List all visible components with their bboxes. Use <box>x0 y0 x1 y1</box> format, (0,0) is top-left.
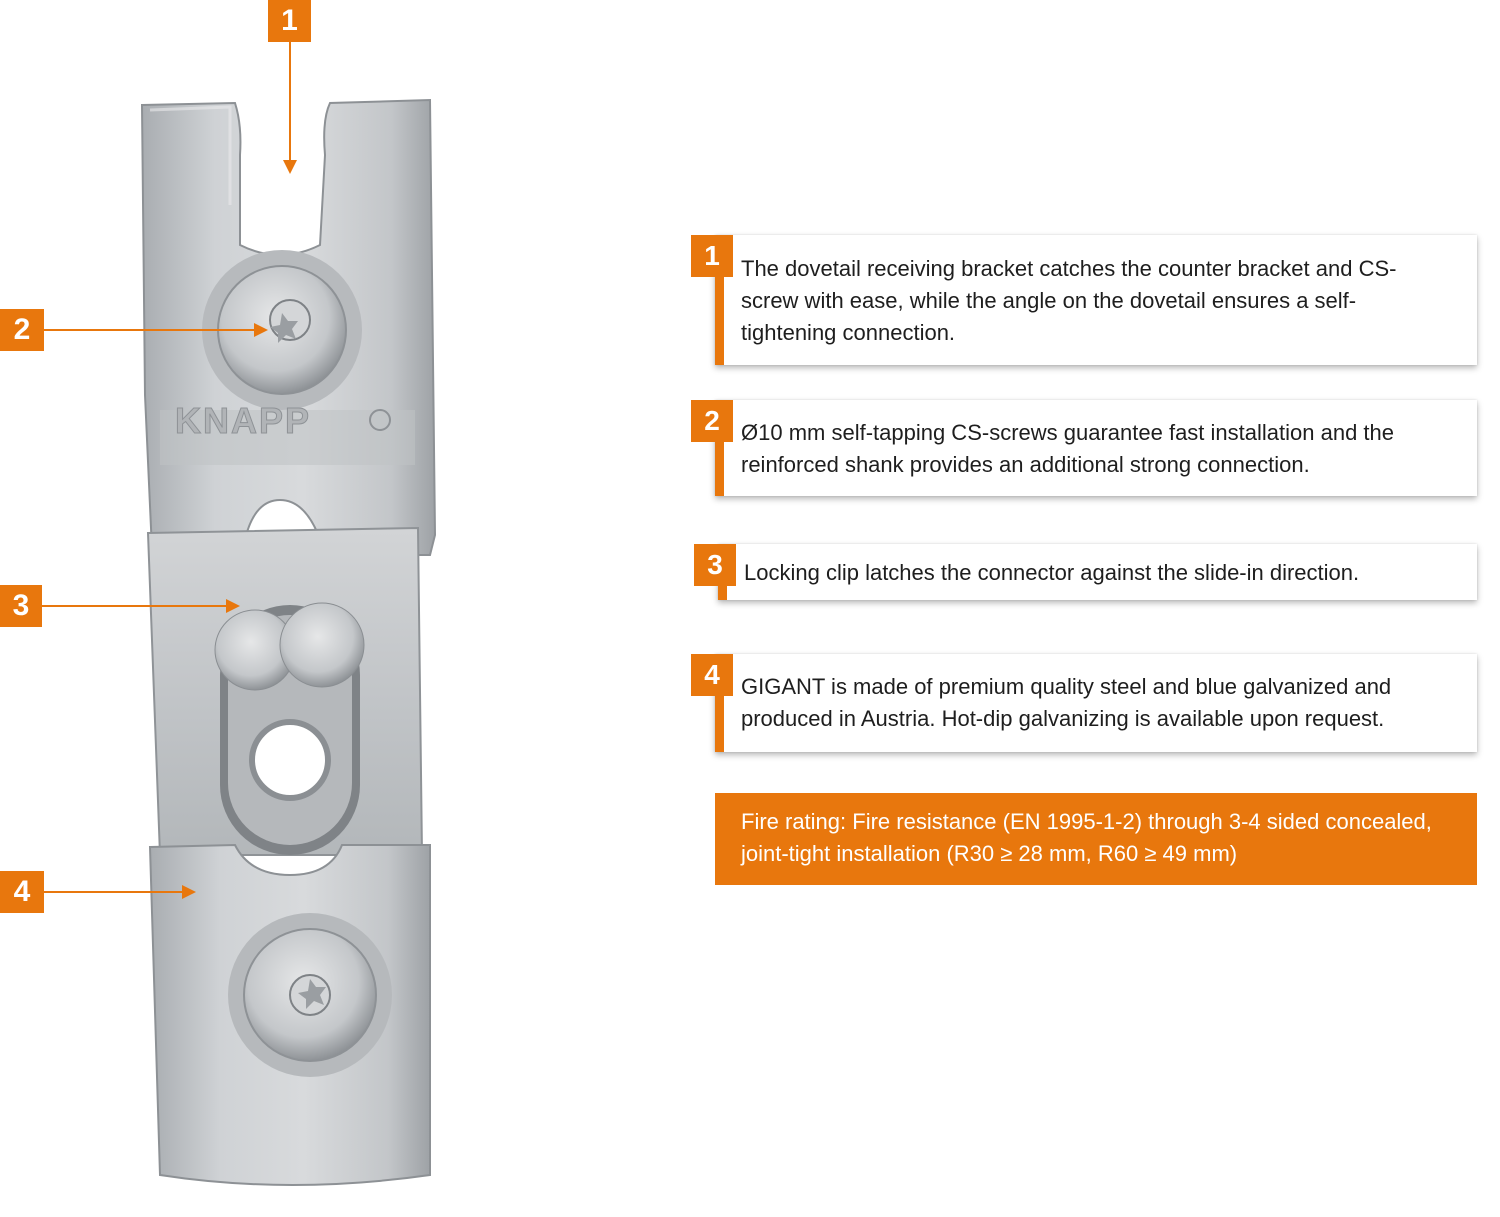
feature-text-3: Locking clip latches the connector against the slide-in direction. <box>744 560 1360 585</box>
feature-card-4 <box>704 654 1477 752</box>
feature-text-1: The dovetail receiving bracket catches the counter bracket and CS-screw with ease, while the angle on the dovetail ensures a self-tightening connection. <box>741 256 1397 345</box>
brand-mark: KNAPP <box>175 400 312 441</box>
feature-text-2: Ø10 mm self-tapping CS-screws guarantee fast installation and the reinforced shank provides an additional strong connection. <box>741 420 1394 477</box>
feature-number-2: 2 <box>691 400 733 442</box>
callout-arrow-3 <box>226 599 240 613</box>
callout-badge-2: 2 <box>0 309 44 351</box>
feature-card-1 <box>704 235 1477 365</box>
fire-rating-text: Fire rating: Fire resistance (EN 1995-1-2) through 3-4 sided concealed, joint-tight installation (R30 ≥ 28 mm, R60 ≥ 49 mm) <box>741 809 1432 866</box>
feature-number-1: 1 <box>691 235 733 277</box>
callout-arrow-1 <box>283 160 297 174</box>
callout-line-4 <box>44 891 182 893</box>
fire-rating-box <box>715 793 1477 885</box>
callout-line-2 <box>44 329 254 331</box>
callout-badge-3: 3 <box>0 585 42 627</box>
feature-text-4: GIGANT is made of premium quality steel and blue galvanized and produced in Austria. Hot-dip galvanizing is available upon request. <box>741 674 1392 731</box>
locking-clip <box>148 528 422 855</box>
feature-card-2 <box>704 400 1477 496</box>
callout-arrow-2 <box>254 323 268 337</box>
feature-number-4: 4 <box>691 654 733 696</box>
callout-badge-4: 4 <box>0 871 44 913</box>
callout-line-1 <box>289 42 291 160</box>
callout-line-3 <box>42 605 226 607</box>
callout-badge-1: 1 <box>268 0 311 42</box>
feature-card-3 <box>707 544 1477 600</box>
connector-image <box>130 95 460 1205</box>
feature-number-3: 3 <box>694 544 736 586</box>
callout-arrow-4 <box>182 885 196 899</box>
